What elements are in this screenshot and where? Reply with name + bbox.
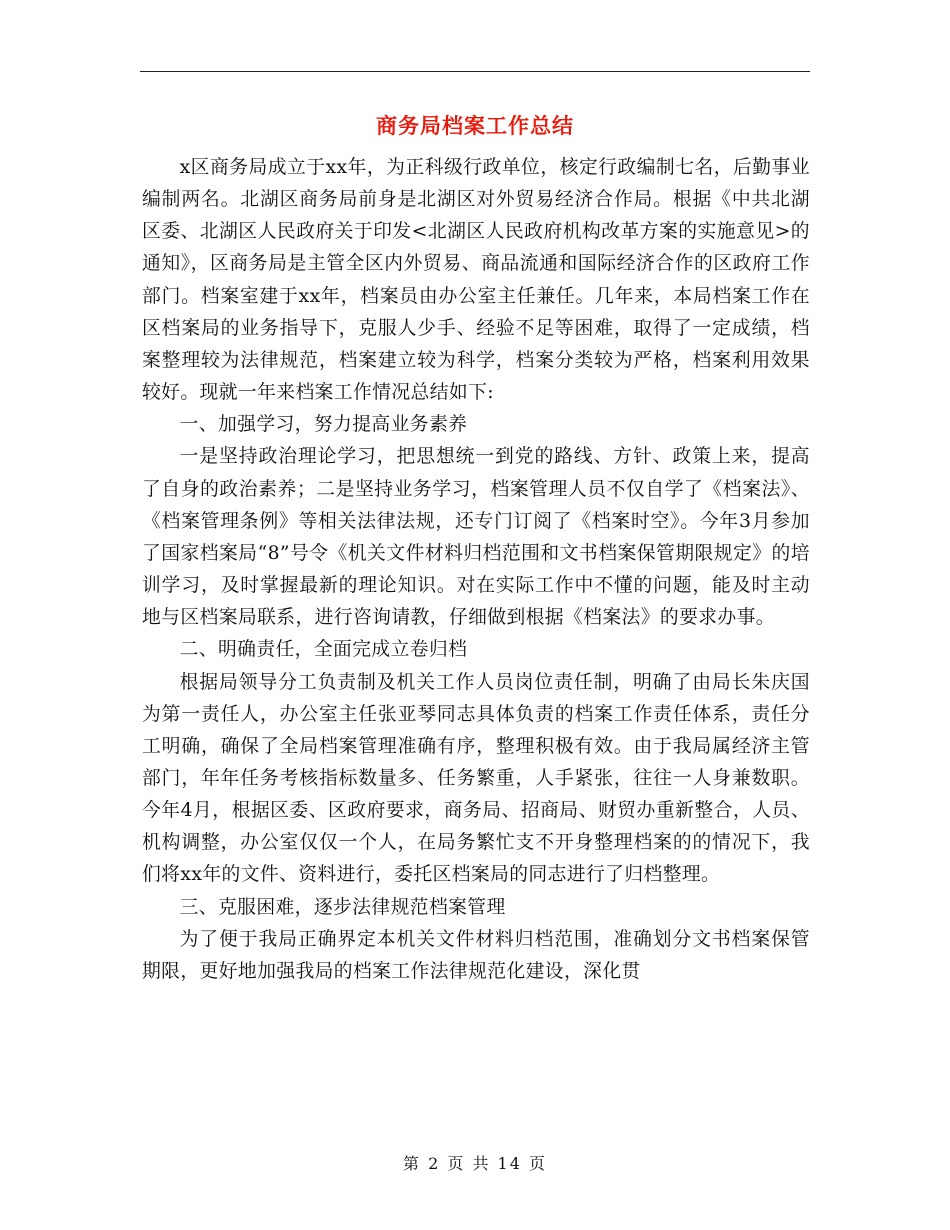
paragraph-section-3: 为了便于我局正确界定本机关文件材料归档范围，准确划分文书档案保管期限，更好地加强我局的档案工作法律规范化建设，深化贯 <box>142 928 810 982</box>
page-footer: 第 2 页 共 14 页 <box>403 1154 547 1173</box>
paragraph-section-1: 一是坚持政治理论学习，把思想统一到党的路线、方针、政策上来，提高了自身的政治素养；二是坚持业务学习，档案管理人员不仅自学了《档案法》、《档案管理条例》等相关法律法规，还专门订阅了《档案时空》。今年3月参加了国家档案局“8”号令《机关文件材料归档范围和文书档案保管期限规定》的培训学习，及时掌握最新的理论知识。对在实际工作中不懂的问题，能及时主动地与区档案局联系，进行咨询请教，仔细做到根据《档案法》的要求办事。 <box>142 446 810 629</box>
section-heading-1: 一、加强学习，努力提高业务素养 <box>179 414 468 436</box>
document-title: 商务局档案工作总结 <box>376 113 574 138</box>
header-rule <box>140 71 810 72</box>
section-heading-2: 二、明确责任，全面完成立卷归档 <box>179 639 468 661</box>
paragraph-intro: x区商务局成立于xx年，为正科级行政单位，核定行政编制七名，后勤事业编制两名。北湖区商务局前身是北湖区对外贸易经济合作局。根据《中共北湖区委、北湖区人民政府关于印发<北湖区人民政府机构改革方案的实施意见>的通知》，区商务局是主管全区内外贸易、商品流通和国际经济合作的区政府工作部门。档案室建于xx年，档案员由办公室主任兼任。几年来，本局档案工作在区档案局的业务指导下，克服人少手、经验不足等困难，取得了一定成绩，档案整理较为法律规范，档案建立较为科学，档案分类较为严格，档案利用效果较好。现就一年来档案工作情况总结如下: <box>142 157 810 404</box>
document-body <box>142 152 810 988</box>
paragraph-section-2: 根据局领导分工负责制及机关工作人员岗位责任制，明确了由局长朱庆国为第一责任人，办公室主任张亚琴同志具体负责的档案工作责任体系，责任分工明确，确保了全局档案管理准确有序，整理积极有效。由于我局属经济主管部门，年年任务考核指标数量多、任务繁重，人手紧张，往往一人身兼数职。今年4月，根据区委、区政府要求，商务局、招商局、财贸办重新整合，人员、机构调整，办公室仅仅一个人，在局务繁忙支不开身整理档案的的情况下，我们将xx年的文件、资料进行，委托区档案局的同志进行了归档整理。 <box>142 671 810 886</box>
section-heading-3: 三、克服困难，逐步法律规范档案管理 <box>179 896 506 918</box>
